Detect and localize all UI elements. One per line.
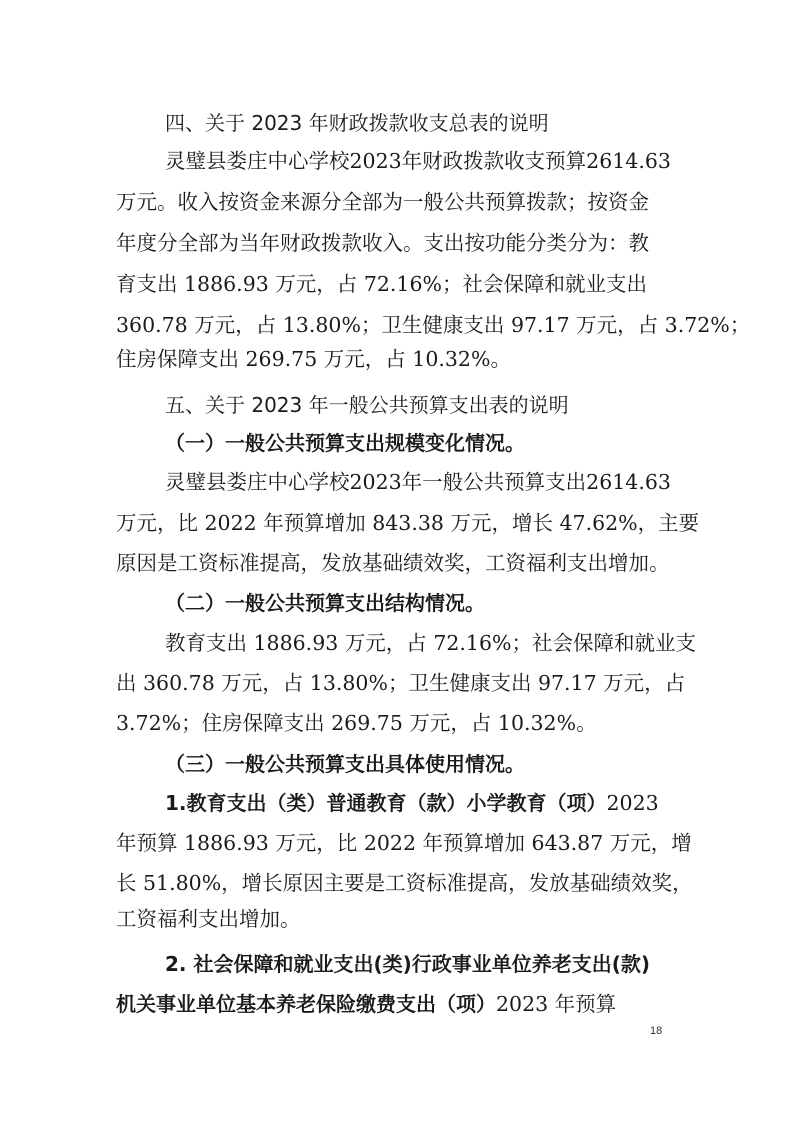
item-2-lead: 机关事业单位基本养老保险缴费支出（项） [116, 992, 496, 1016]
subsection-1-heading: （一）一般公共预算支出规模变化情况。 [165, 431, 525, 455]
item-2-lead-tail: 2023 年预算 [496, 992, 617, 1016]
subsection-2-line-3: 3.72%；住房保障支出 269.75 万元，占 10.32%。 [116, 711, 597, 735]
subsection-2-line-2: 出 360.78 万元，占 13.80%；卫生健康支出 97.17 万元，占 [116, 671, 686, 695]
section-4-line-1: 灵璧县娄庄中心学校2023年财政拨款收支预算2614.63 [165, 149, 671, 173]
subsection-2-line-1: 教育支出 1886.93 万元，占 72.16%；社会保障和就业支 [165, 631, 696, 655]
item-1-line-3: 长 51.80%，增长原因主要是工资标准提高，发放基础绩效奖， [116, 871, 693, 895]
section-4-line-2: 万元。收入按资金来源分全部为一般公共预算拨款；按资金 [116, 190, 649, 214]
section-4-line-5: 360.78 万元，占 13.80%；卫生健康支出 97.17 万元，占 3.72%； [116, 313, 751, 337]
section-5-heading: 五、关于 2023 年一般公共预算支出表的说明 [165, 393, 569, 417]
item-1-line-4: 工资福利支出增加。 [116, 907, 301, 931]
subsection-1-line-2: 万元，比 2022 年预算增加 843.38 万元，增长 47.62%，主要 [116, 511, 700, 535]
subsection-1-line-1: 灵璧县娄庄中心学校2023年一般公共预算支出2614.63 [165, 470, 671, 494]
item-1-line-1 [165, 789, 659, 817]
section-4-line-3: 年度分全部为当年财政拨款收入。支出按功能分类分为：教 [116, 231, 649, 255]
section-4-line-6: 住房保障支出 269.75 万元，占 10.32%。 [116, 347, 511, 371]
subsection-2-heading: （二）一般公共预算支出结构情况。 [165, 591, 485, 615]
item-2-line-1: 2. 社会保障和就业支出(类)行政事业单位养老支出(款) [165, 952, 651, 976]
item-1-lead: 1.教育支出（类）普通教育（款）小学教育（项） [165, 791, 607, 815]
subsection-3-heading: （三）一般公共预算支出具体使用情况。 [165, 752, 525, 776]
section-4-heading: 四、关于 2023 年财政拨款收支总表的说明 [165, 111, 549, 135]
section-4-line-4: 育支出 1886.93 万元，占 72.16%；社会保障和就业支出 [116, 272, 647, 296]
item-1-line-2: 年预算 1886.93 万元，比 2022 年预算增加 643.87 万元，增 [116, 831, 692, 855]
item-2-line-2 [116, 990, 616, 1018]
subsection-1-line-3: 原因是工资标准提高，发放基础绩效奖，工资福利支出增加。 [116, 551, 670, 575]
page-number: 18 [650, 1025, 663, 1037]
item-1-lead-tail: 2023 [606, 791, 659, 815]
